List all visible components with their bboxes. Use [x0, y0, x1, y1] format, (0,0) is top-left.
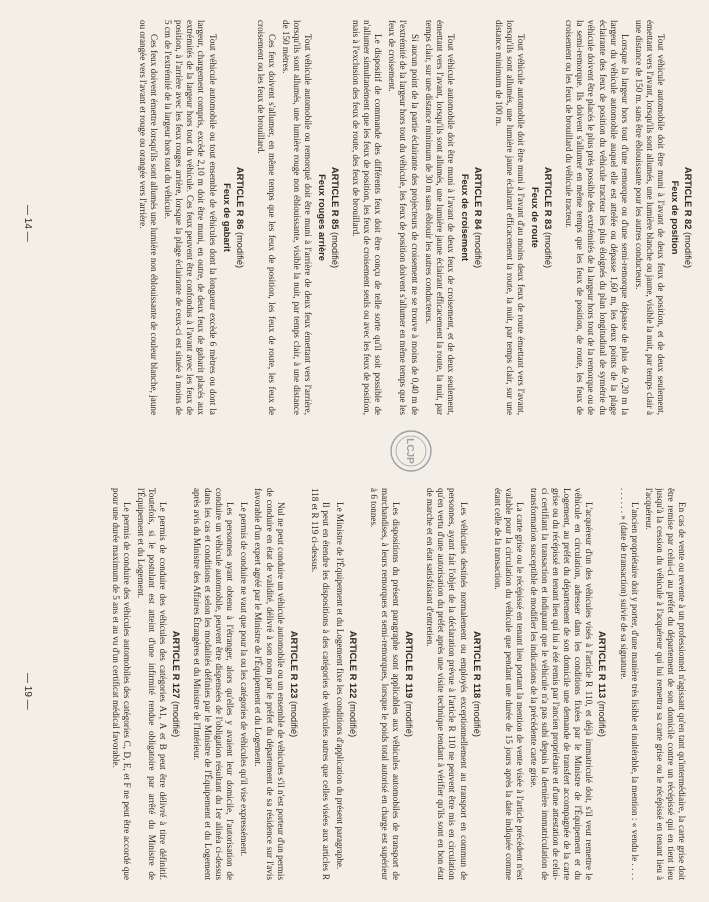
- paragraph: Les véhicules destinés normalement ou employés exceptionnellement au transport en commun de personnes, ayant fait l'objet de la déclaration prévue à l'article R 110 ne peuvent être mis en circulation qu'en vertu d'une autorisation du préfet après une visite technique tendant à vérifier qu'ils sont en bon état de marche et en état satisfaisant d'entretien.: [425, 488, 469, 880]
- article-title: ARTICLE R 85: [330, 166, 341, 230]
- paragraph: Il peut en étendre les dispositions à des catégories de véhicules autres que celles visées aux articles R 118 et R 119 ci-dessus.: [309, 488, 331, 880]
- page-number-left: — 14 —: [22, 205, 33, 242]
- article-r118-heading: [471, 488, 482, 880]
- paragraph: La carte grise ou le récépissé en tenant lieu portant la mention de vente visée à l'article précédent n'est valable pour la circulation du véhicule que pendant une durée de 15 jours après la date indiquée comme étant celle de la transaction.: [492, 488, 525, 880]
- paragraph: L'acquéreur d'un des véhicules visés à l'article R 110, et déjà immatriculé doit, s'il veut remettre le véhicule en circulation, adresser dans les conditions fixées par le Ministre de l'Équipement et du Logement, au préfet du département de son domicile une demande de transfert accompagnée de la carte grise ou du récépissé en tenant lieu qui lui a été remis par l'ancien propriétaire et d'une attestation de celui-ci certifiant la transaction et indiquant que le véhicule n'a pas subi depuis la dernière immatriculation de transformation susceptible de modifier les indications de la précédente carte grise.: [528, 488, 595, 880]
- article-modified: (modifié): [683, 231, 693, 269]
- library-stamp-icon: [388, 428, 434, 474]
- article-r123-heading: [288, 488, 299, 880]
- paragraph: Lorsque la largeur hors tout d'une remorque ou d'une semi-remorque dépasse de plus de 0,20 m la largeur du véhicule automobile auquel elle est attelée ou dépasse 1,60 m, les deux points de la plage éclairante des feux de position du véhicule tracteur les plus éloignés du plan longitudinal de symétrie du véhicule doivent être placés le plus près possible des extrémités de la largeur hors tout de la remorque ou de la semi-remorque. Ils doivent s'allumer en même temps que les feux de position, de route, les feux de croisement ou les feux de brouillard du véhicule tracteur.: [564, 20, 630, 415]
- paragraph: Tout véhicule automobile ou tout ensemble de véhicules dont la longueur excède 6 mètres ou dont la largeur, chargement compris, excède 2,10 m doit être muni, en outre, de deux feux de gabarit placés aux extrémités de la largeur hors tout du véhicule. Ces feux peuvent être confondus à l'avant avec les feux de position, à l'arrière avec les feux rouges arrière, lorsque la plage éclairante de ceux-ci est située à moins de 5 cm de l'extrémité de la largeur hors tout du véhicule.: [163, 20, 218, 415]
- paragraph: Le permis de conduire ne vaut que pour la ou les catégories de véhicules qu'il vise expressément.: [239, 502, 250, 857]
- article-title: ARTICLE R 127: [170, 630, 181, 699]
- paragraph: Tout véhicule automobile ou remorqué doit être muni à l'arrière de deux feux émettant vers l'arrière, lorsqu'ils sont allumés, une lumière rouge non éblouissante, visible la nuit, par temps clair, à une distance de 150 mètres.: [280, 20, 314, 415]
- article-modified: (modifié): [543, 231, 554, 269]
- article-modified: (modifié): [597, 700, 608, 737]
- article-title: ARTICLE R 113: [597, 631, 608, 699]
- article-modified: (modifié): [404, 700, 415, 737]
- article-title: ARTICLE R 82: [683, 166, 693, 230]
- paragraph: Si aucun point de la partie éclairante des projecteurs de croisement ne se trouve à moins de 0,40 m de l'extrémité de la largeur hors tout du véhicule, les feux de position doivent s'allumer en même temps que les feux de croisement.: [387, 20, 420, 415]
- article-r86-heading: [234, 20, 245, 415]
- article-title: ARTICLE R 118: [471, 631, 482, 699]
- article-r85-heading: [329, 20, 340, 415]
- article-subtitle: Feux de croisement: [459, 173, 470, 262]
- paragraph: L'ancien propriétaire doit y porter, d'une manière très lisible et inaltérable, la mention : « vendu le . . . . . . . . . . » (date de transaction) suivie de sa signature.: [618, 488, 640, 880]
- article-modified: (modifié): [471, 700, 482, 737]
- article-r83-heading: [542, 20, 553, 415]
- article-title: ARTICLE R 122: [347, 630, 358, 699]
- page-number-right: — 19 —: [22, 673, 33, 710]
- paragraph: Nul ne peut conduire un véhicule automobile ou un ensemble de véhicules s'il n'est porteur d'un permis de conduire en état de validité, délivré à son nom par le préfet du département de sa résidence sur l'avis favorable d'un expert agréé par le Ministre de l'Équipement et du Logement.: [253, 488, 286, 880]
- paragraph: Le permis de conduire des véhicules des catégories A1, A et B peut être délivré à titre définitif. Toutefois, si le postulant est atteint d'une infirmité rendue obligatoire par arrêté du Ministre de l'Équipement et du Logement.: [135, 488, 168, 880]
- article-modified: (modifié): [170, 701, 181, 738]
- paragraph: Tout véhicule automobile doit être muni à l'avant de deux feux de croisement, et de deux seulement, émettant vers l'avant, lorsqu'ils sont allumés, une lumière jaune éclairant efficacement la route, la nuit, par temps clair, sur une distance minimum de 30 m sans éblouir les autres conducteurs.: [423, 20, 456, 415]
- article-modified: (modifié): [472, 231, 483, 269]
- stamp-label: LCJP: [404, 438, 415, 464]
- article-modified: (modifié): [234, 231, 245, 269]
- right-page: [17, 488, 687, 880]
- article-subtitle: Feux rouges arrière: [317, 174, 328, 261]
- paragraph: Les dispositions du présent paragraphe sont applicables aux véhicules automobiles de transport de marchandises, à leurs remorques et semi-remorques, lorsque le poids total autorisé en charge est supérieur à 6 tonnes.: [369, 488, 402, 880]
- paragraph: Les personnes ayant obtenu à l'étranger, alors qu'elles y avaient leur domicile, l'autorisation de conduire un véhicule automobile, peuvent être dispensées de l'obligation résultant du 1er alinéa ci-dessus dans les cas et conditions et selon les modalités définies par le Ministre de l'Équipement et du Logement après avis du Ministre des Affaires Étrangères et du Ministre de l'Intérieur.: [192, 488, 236, 880]
- article-title: ARTICLE R 119: [404, 631, 415, 699]
- article-subtitle: Feux de gabarit: [221, 183, 232, 252]
- article-modified: (modifié): [330, 231, 341, 269]
- left-page: [23, 20, 693, 415]
- article-r113-heading: [596, 488, 607, 880]
- paragraph: Tout véhicule automobile doit être muni à l'avant de deux feux de position, et de deux seulement, émettant vers l'avant, lorsqu'ils sont allumés, une lumière blanche ou jaune, visible la nuit, par temps clair à une distance de 150 m. sans être éblouissante pour les autres conducteurs.: [633, 20, 666, 415]
- article-title: ARTICLE R 83: [543, 166, 554, 230]
- paragraph: Le permis de conduire des véhicules automobiles des catégories C, D, E, et F ne peut être accordé que pour une durée maximum de 5 ans et au vu d'un certificat médical favorable.: [110, 488, 132, 880]
- article-title: ARTICLE R 86: [234, 166, 245, 230]
- article-r122-heading: [347, 488, 358, 880]
- article-title: ARTICLE R 84: [472, 166, 483, 230]
- paragraph: Le Ministre de l'Équipement et du Logement fixe les conditions d'application du présent paragraphe.: [334, 502, 345, 870]
- paragraph: Ces feux doivent s'allumer, en même temps que les feux de position, les feux de route, les feux de croisement ou les feux de brouillard.: [255, 20, 277, 415]
- paragraph: Ces feux doivent émettre lorsqu'ils sont allumés une lumière non éblouissante de couleur blanche, jaune ou orangée vers l'avant et rouge ou orangée vers l'arrière.: [138, 20, 160, 415]
- paragraph: Tout véhicule automobile doit être muni à l'avant d'au moins deux feux de route émettant vers l'avant, lorsqu'ils sont allumés, une lumière jaune éclairant efficacement la route, la nuit, par temps clair, sur une distance minimum de 100 m.: [493, 20, 527, 415]
- paragraph: Le dispositif de commande des différents feux doit être conçu de telle sorte qu'il soit possible de n'allumer simultanément que les feux de position, les feux de croisement seuls ou avec les feux de position, mais à l'exclusion des feux de route, des feux de brouillard.: [351, 20, 384, 415]
- article-r84-heading: [472, 20, 483, 415]
- article-r127-heading: [170, 488, 181, 880]
- article-r119-heading: [403, 488, 414, 880]
- article-modified: (modifié): [288, 701, 299, 738]
- paragraph: En cas de vente ou revente à un professionnel n'agissant qu'en tant qu'intermédiaire, la carte grise doit être remise par celui-ci au préfet du département de son domicile contre un récépissé qui en tient lieu jusqu'à la cession du véhicule à l'acquéreur qui lui remettra sa carte grise ou le récépissé en tenant lieu à l'acquéreur.: [643, 488, 687, 880]
- article-modified: (modifié): [347, 701, 358, 738]
- article-subtitle: Feux de route: [530, 187, 541, 248]
- article-title: ARTICLE R 123: [288, 630, 299, 699]
- article-r82-heading: [682, 20, 693, 415]
- article-subtitle: Feux de position: [670, 180, 680, 255]
